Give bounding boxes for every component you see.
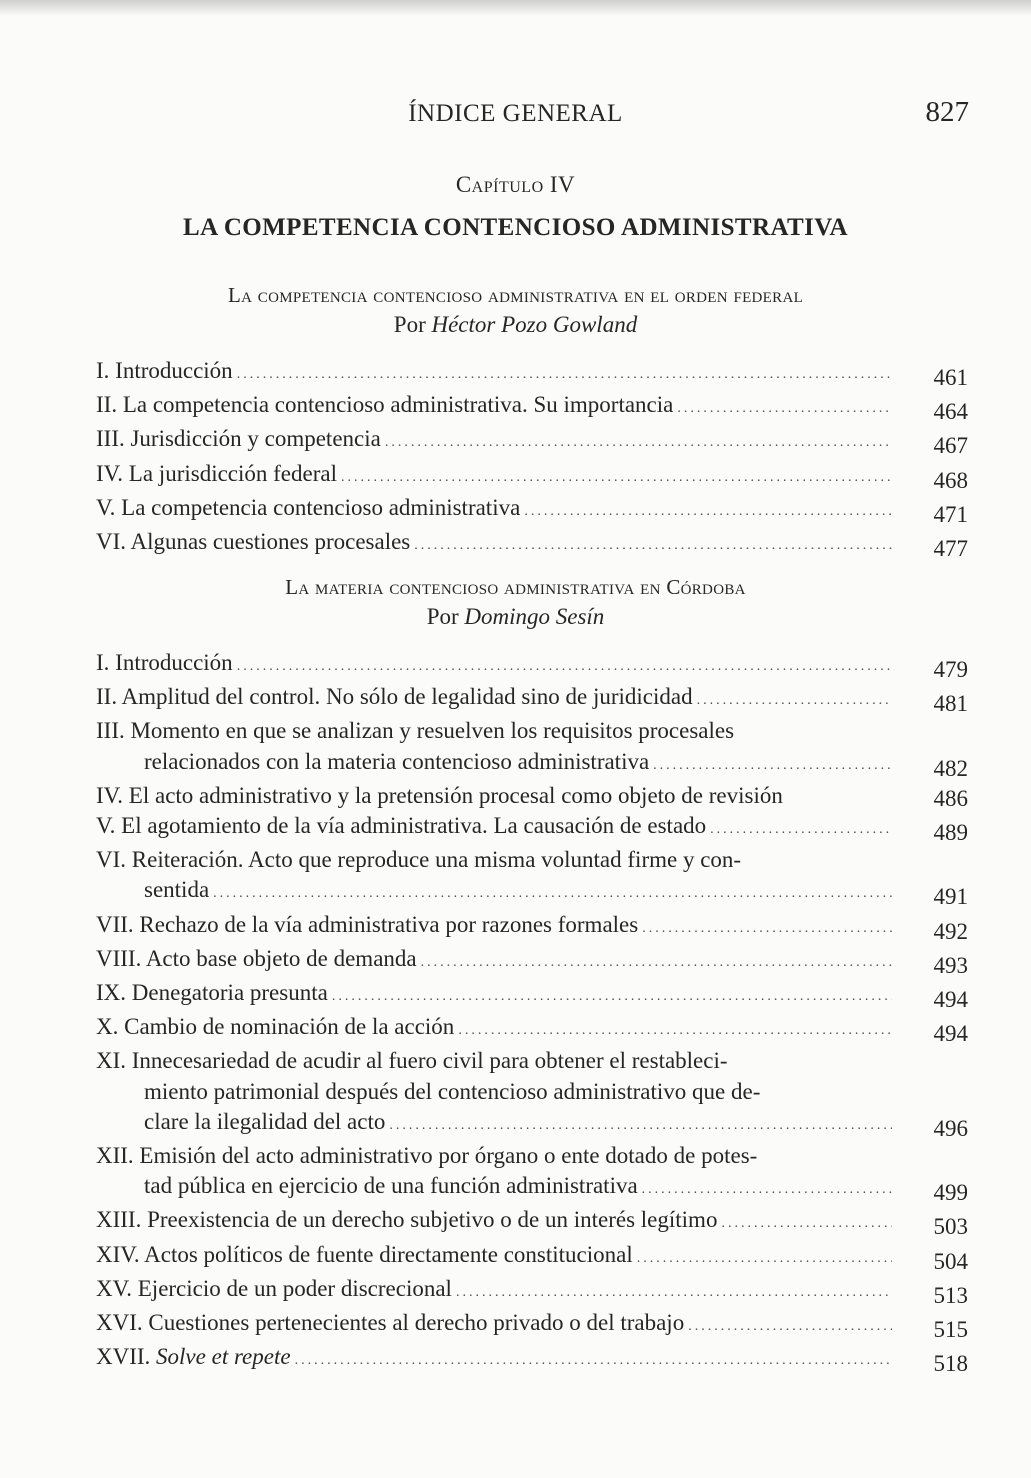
dot-leader	[642, 1175, 892, 1205]
toc-line	[96, 781, 972, 811]
toc-entry[interactable]	[96, 781, 972, 811]
toc-list	[96, 356, 972, 561]
author-name: Domingo Sesín	[464, 604, 605, 629]
toc-entry[interactable]	[96, 1012, 972, 1046]
toc-line	[96, 1046, 972, 1076]
toc-entry[interactable]	[96, 459, 972, 493]
toc-page-number: 481	[933, 691, 968, 717]
section-title: La competencia contencioso administrativa en el orden federal	[227, 283, 804, 307]
author-prefix: Por	[393, 312, 426, 337]
toc-page-number: 499	[933, 1180, 968, 1206]
toc-entry[interactable]	[96, 1240, 972, 1274]
toc-entry[interactable]	[96, 1274, 972, 1308]
toc-page-number: 479	[933, 657, 968, 682]
dot-leader	[637, 1244, 892, 1274]
toc-line	[96, 747, 972, 781]
toc-entry-text: clare la ilegalidad del acto	[144, 1108, 386, 1134]
scan-edge-shadow	[0, 0, 1031, 16]
toc-page-number: 504	[933, 1248, 968, 1274]
dot-leader	[524, 497, 892, 527]
toc-entry[interactable]	[96, 356, 972, 390]
toc-line	[96, 1107, 972, 1141]
toc-entry-text: tad pública en ejercicio de una función administrativa	[144, 1173, 638, 1199]
toc-entry[interactable]	[96, 493, 972, 527]
toc-line	[96, 493, 972, 527]
toc-entry-text: II. La competencia contencioso administrativa. Su importancia	[96, 392, 674, 418]
chapter-label: Capítulo IV	[455, 172, 576, 197]
dot-leader	[697, 686, 892, 716]
dot-leader	[456, 1278, 892, 1308]
toc-line	[96, 944, 972, 978]
toc-entry[interactable]	[96, 1308, 972, 1342]
toc-entry-text: X. Cambio de nominación de la acción	[96, 1014, 455, 1040]
toc-entry-text	[96, 1342, 291, 1372]
toc-page-number: 494	[933, 1021, 968, 1047]
section-title: La materia contencioso administrativa en Córdoba	[285, 575, 746, 599]
toc-line	[96, 1274, 972, 1308]
toc-page-number: 467	[933, 433, 968, 459]
toc-page-number: 518	[933, 1351, 968, 1377]
toc-entry[interactable]	[96, 648, 972, 682]
dot-leader	[237, 360, 892, 390]
toc-page-number: 482	[933, 755, 968, 781]
toc-line	[96, 845, 972, 875]
toc-entry-text: V. La competencia contencioso administrativa	[96, 494, 521, 520]
toc-entry-text: relacionados con la materia contencioso administrativa	[144, 748, 650, 774]
toc-page-number: 489	[933, 820, 968, 846]
toc-entry-text: III. Momento en que se analizan y resuelven los requisitos procesales	[96, 718, 735, 744]
toc-line	[96, 875, 972, 909]
toc-entry-text: XIII. Preexistencia de un derecho subjetivo o de un interés legítimo	[96, 1207, 718, 1233]
dot-leader	[721, 1209, 892, 1239]
toc-entry[interactable]	[96, 811, 972, 845]
dot-leader	[389, 1111, 892, 1141]
toc-entry[interactable]	[96, 1342, 972, 1376]
section-author	[0, 604, 1031, 630]
dot-leader	[295, 1346, 892, 1376]
toc-entry[interactable]	[96, 910, 972, 944]
toc-entry-text: XVI. Cuestiones pertenecientes al derecho privado o del trabajo	[96, 1310, 685, 1336]
dot-leader	[421, 948, 892, 978]
toc-entry[interactable]	[96, 1205, 972, 1239]
dot-leader	[677, 394, 892, 424]
toc-entry[interactable]	[96, 944, 972, 978]
toc-entry[interactable]	[96, 390, 972, 424]
toc-line	[96, 648, 972, 682]
toc-entry-text: IV. La jurisdicción federal	[96, 460, 337, 486]
toc-entry-text: miento patrimonial después del contencioso administrativo que de-	[144, 1078, 761, 1104]
toc-entry-text: VI. Reiteración. Acto que reproduce una misma voluntad firme y con-	[96, 847, 742, 873]
toc-page-number: 496	[933, 1115, 968, 1141]
toc-entry[interactable]	[96, 978, 972, 1012]
toc-line	[96, 390, 972, 424]
toc-entry-text: III. Jurisdicción y competencia	[96, 426, 381, 452]
toc-page-number: 494	[933, 987, 968, 1013]
toc-entry-text: sentida	[144, 877, 210, 903]
toc-entry[interactable]	[96, 1046, 972, 1141]
running-header	[0, 96, 1031, 136]
toc-entry[interactable]	[96, 1141, 972, 1205]
toc-entry[interactable]	[96, 845, 972, 909]
author-prefix: Por	[426, 604, 459, 629]
toc-line	[96, 716, 972, 746]
toc-page-number: 503	[933, 1214, 968, 1240]
toc-entry-text: I. Introducción	[96, 358, 233, 383]
dot-leader	[653, 751, 892, 781]
toc-page-number: 515	[933, 1317, 968, 1343]
toc-list	[96, 648, 972, 1376]
dot-leader	[237, 652, 892, 682]
toc-line	[96, 682, 972, 716]
toc-line	[96, 459, 972, 493]
section-author	[0, 312, 1031, 338]
chapter-title: LA COMPETENCIA CONTENCIOSO ADMINISTRATIVA	[183, 214, 848, 241]
toc-entry-text: II. Amplitud del control. No sólo de legalidad sino de juridicidad	[96, 684, 693, 710]
toc-line	[96, 910, 972, 944]
dot-leader	[385, 428, 892, 458]
toc-line	[96, 978, 972, 1012]
toc-entry-text: XIV. Actos políticos de fuente directamente constitucional	[96, 1241, 633, 1267]
toc-line	[96, 811, 972, 845]
toc-entry-text: XV. Ejercicio de un poder discrecional	[96, 1275, 452, 1301]
dot-leader	[341, 463, 892, 493]
toc-entry-text: VIII. Acto base objeto de demanda	[96, 945, 417, 971]
dot-leader	[332, 982, 892, 1012]
page-number: 827	[925, 96, 969, 128]
toc-page-number: 491	[933, 884, 968, 910]
toc-line	[96, 1240, 972, 1274]
toc-line	[96, 424, 972, 458]
toc-line	[96, 1141, 972, 1171]
toc-line	[96, 1205, 972, 1239]
toc-line	[96, 1077, 972, 1107]
toc-entry-text: IV. El acto administrativo y la pretensión procesal como objeto de revisión	[96, 782, 783, 808]
toc-line	[96, 1171, 972, 1205]
toc-page-number: 468	[933, 467, 968, 493]
toc-page-number: 493	[933, 952, 968, 978]
dot-leader	[458, 1016, 892, 1046]
toc-entry-text: XII. Emisión del acto administrativo por órgano o ente dotado de potes-	[96, 1143, 758, 1169]
toc-entry[interactable]	[96, 424, 972, 458]
toc-page-number: 486	[933, 785, 968, 811]
toc-entry-text: IX. Denegatoria presunta	[96, 980, 328, 1006]
toc-line	[96, 1012, 972, 1046]
toc-entry-text: I. Introducción	[96, 650, 233, 675]
toc-page-number: 471	[933, 501, 968, 527]
toc-line	[96, 527, 972, 561]
toc-line	[96, 1308, 972, 1342]
dot-leader	[710, 815, 892, 845]
toc-page-number: 492	[933, 918, 968, 944]
toc-entry-numeral: XVII.	[96, 1344, 157, 1370]
dot-leader	[642, 914, 892, 944]
toc-entry-text: XI. Innecesariedad de acudir al fuero civil para obtener el restableci-	[96, 1048, 728, 1074]
toc-page-number: 464	[933, 399, 968, 425]
toc-entry-text: V. El agotamiento de la vía administrativa. La causación de estado	[96, 813, 707, 839]
toc-entry-text: VI. Algunas cuestiones procesales	[96, 529, 411, 555]
toc-line	[96, 356, 972, 390]
dot-leader	[213, 879, 892, 909]
running-title: ÍNDICE GENERAL	[408, 100, 623, 127]
dot-leader	[688, 1312, 892, 1342]
author-name: Héctor Pozo Gowland	[431, 312, 638, 337]
toc-entry-italic-title: Solve et repete	[156, 1344, 291, 1370]
toc-line	[96, 1342, 972, 1376]
toc-entry-text: VII. Rechazo de la vía administrativa por razones formales	[96, 911, 639, 937]
toc-entry[interactable]	[96, 682, 972, 716]
toc-page-number: 513	[933, 1282, 968, 1308]
toc-entry[interactable]	[96, 527, 972, 561]
toc-page-number: 477	[933, 536, 968, 562]
toc-page-number: 461	[933, 365, 968, 390]
toc-entry[interactable]	[96, 716, 972, 780]
dot-leader	[414, 531, 892, 561]
